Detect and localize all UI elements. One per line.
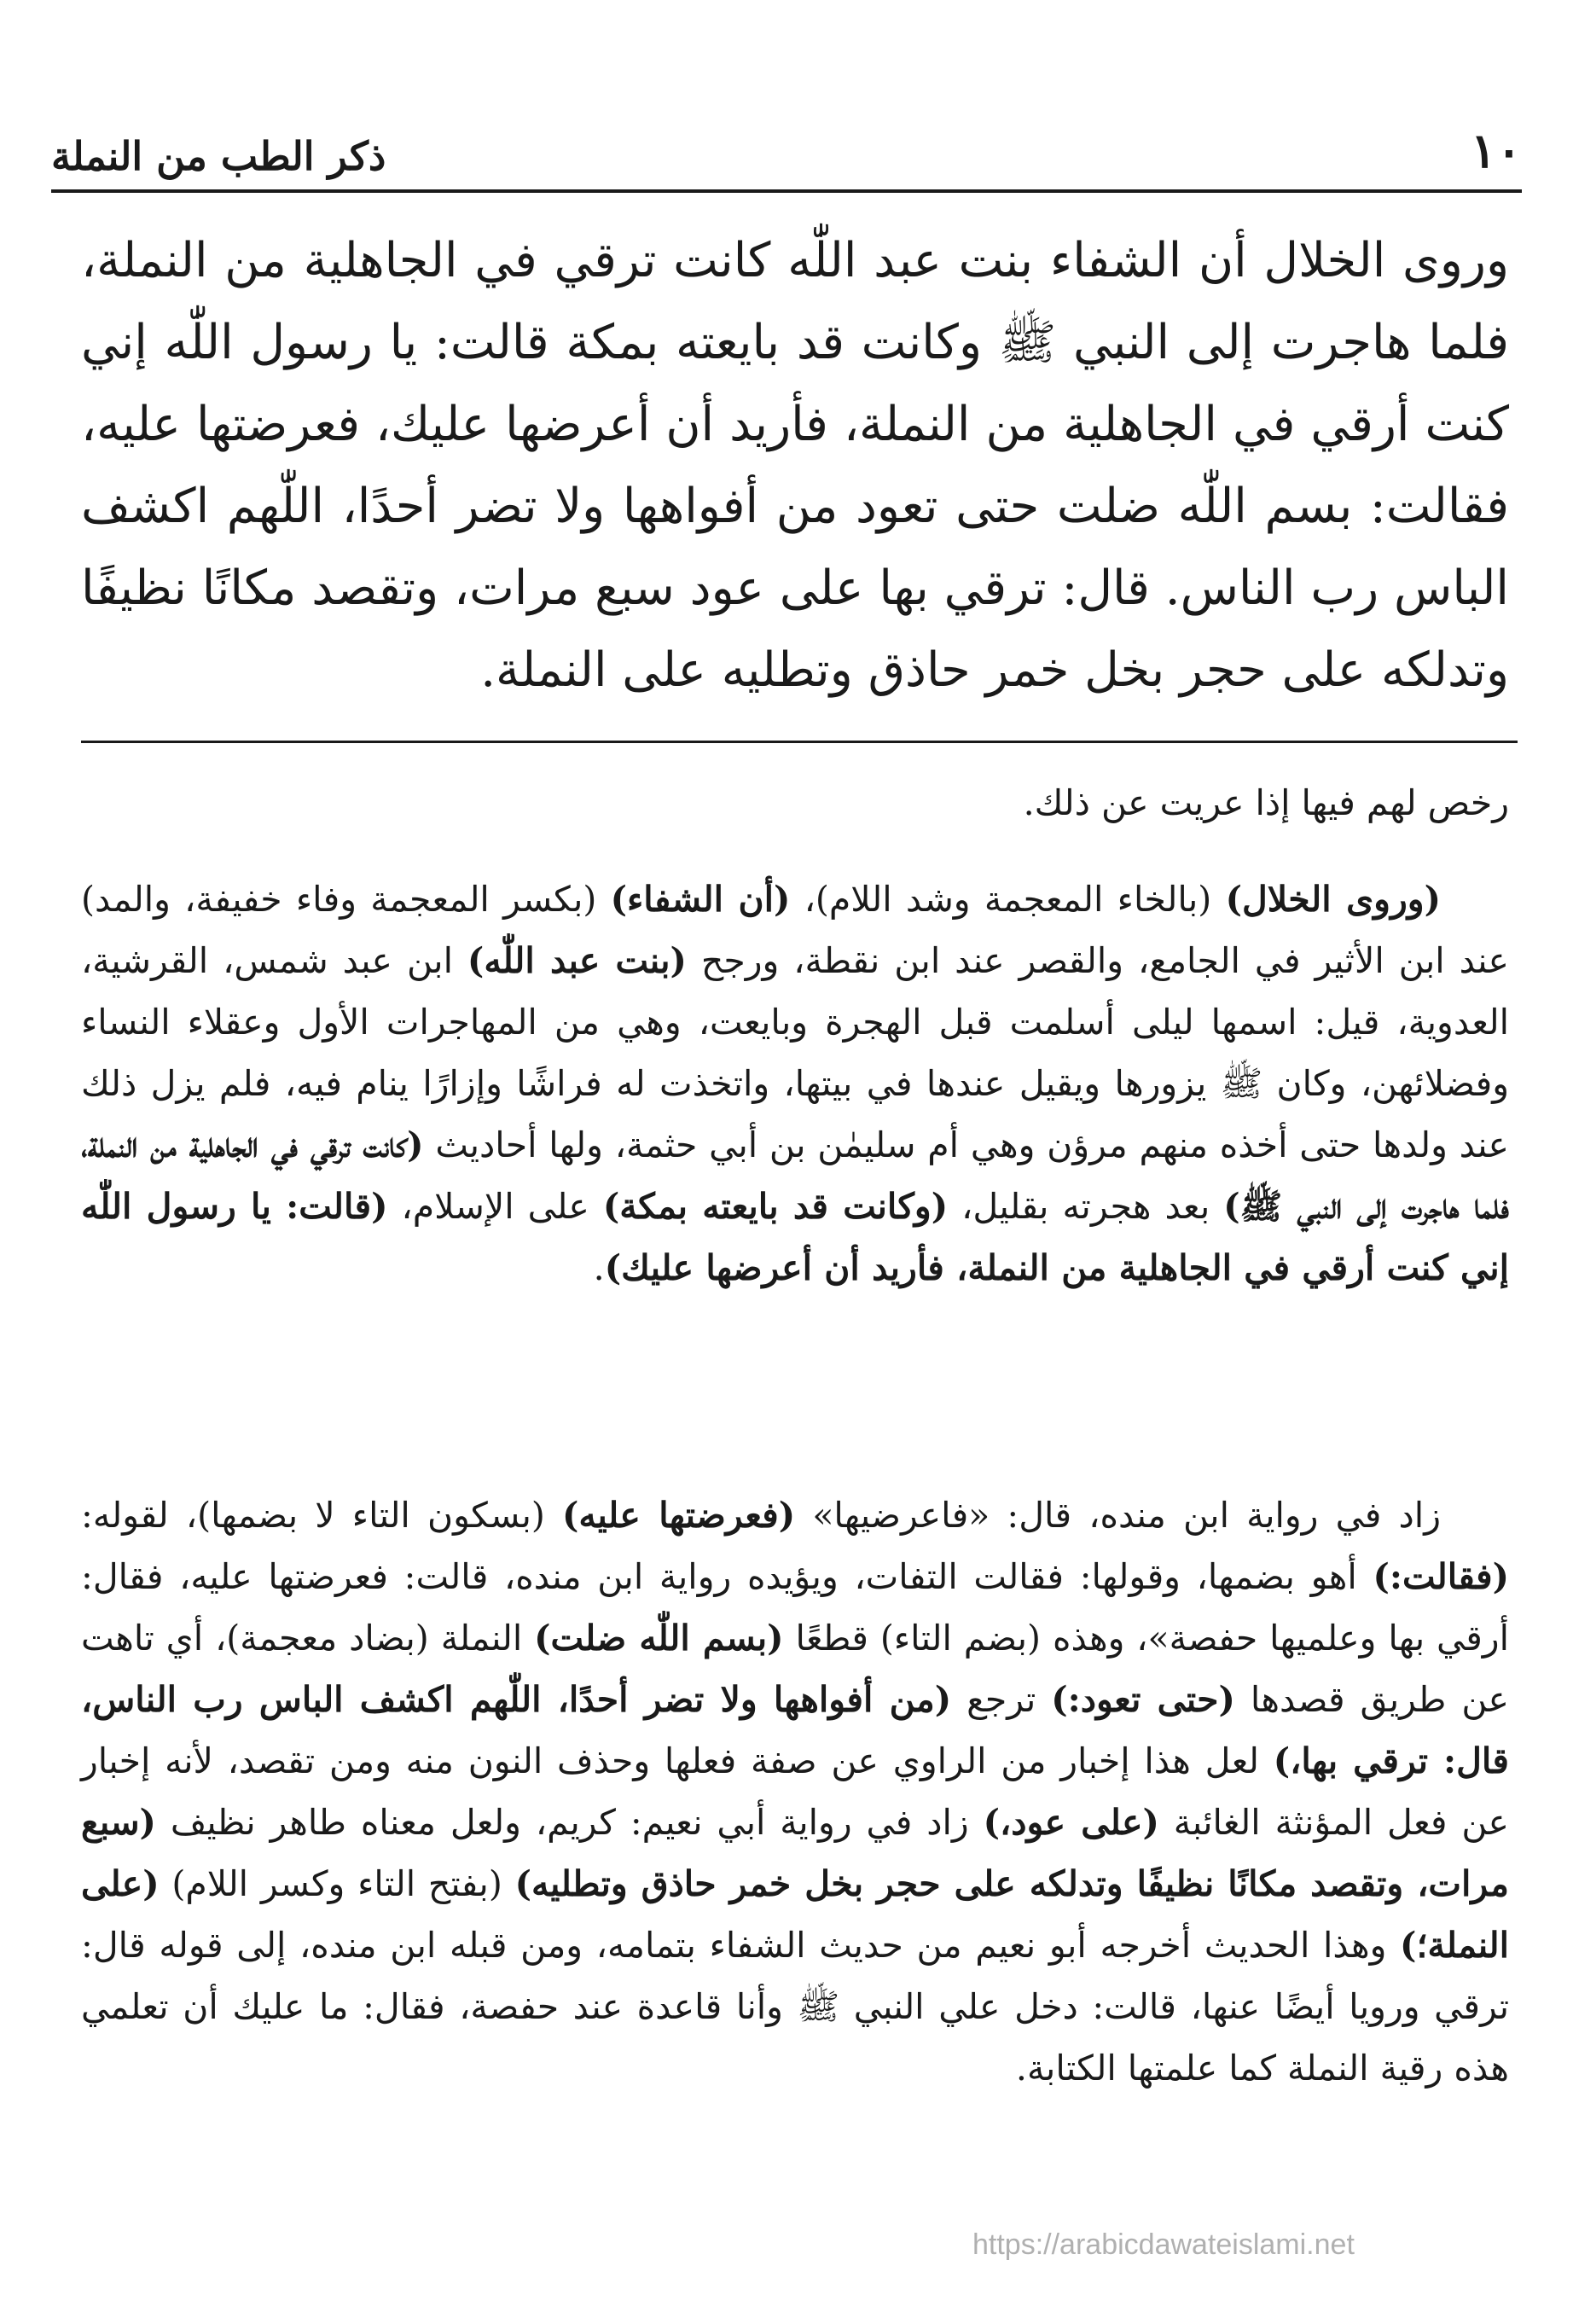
- commentary-text: على الإسلام،: [387, 1186, 603, 1227]
- commentary-continuation: [81, 772, 1509, 834]
- commentary-block-2: [81, 869, 1509, 1299]
- running-title: ذكر الطب من النملة: [51, 133, 386, 179]
- commentary-text: .: [593, 1247, 605, 1288]
- quoted-matn-text: (حتى تعود:): [1051, 1679, 1235, 1720]
- commentary-paragraph-2: [81, 869, 1509, 1299]
- quoted-matn-text: (من أفواهها ولا تضر أحدًا، اللّٰهم اكشف الباس رب الناس، قال: ترقي بها،): [81, 1679, 1509, 1781]
- quoted-matn-text: (بسم اللّٰه ضلت): [534, 1618, 784, 1659]
- commentary-paragraph-1: رخص لهم فيها إذا عريت عن ذلك.: [1023, 782, 1509, 823]
- quoted-matn-text: (فعرضتها عليه): [562, 1495, 796, 1536]
- commentary-text: وهذا الحديث أخرجه أبو نعيم من حديث الشفاء بتمامه، ومن قبله ابن منده، إلى قوله قال: ترقي ورويا أيضًا عنها، قالت: دخل علي النبي ﷺ وأنا قاعدة عند حفصة، فقال: ما عليك أن تعلمي هذه رقية النملة كما علمتها الكتابة.: [81, 1925, 1509, 2089]
- quoted-matn-text: (وروى الخلال): [1225, 879, 1441, 920]
- commentary-text: زاد في رواية ابن منده، قال: «فاعرضيها»: [795, 1495, 1441, 1536]
- commentary-text: لعل هذا إخبار من الراوي عن صفة فعلها وحذف النون منه ومن تقصد، لأنه إخبار عن فعل المؤنثة الغائبة: [81, 1740, 1510, 1843]
- commentary-text: (بسكون التاء لا بضمها)، لقوله:: [81, 1495, 563, 1536]
- commentary-text: (بالخاء المعجمة وشد اللام)،: [790, 879, 1226, 920]
- commentary-text: (بكسر المعجمة وفاء خفيفة، والمد) عند ابن الأثير في الجامع، والقصر عند ابن نقطة، ورجح: [81, 879, 1510, 981]
- main-hadith-text: وروى الخلال أن الشفاء بنت عبد اللّٰه كانت ترقي في الجاهلية من النملة، فلما هاجرت إلى النبي ﷺ وكانت قد بايعته بمكة قالت: يا رسول اللّٰه إني كنت أرقي في الجاهلية من النملة، فأريد أن أعرضها عليك، فعرضتها عليه، فقالت: بسم اللّٰه ضلت حتى تعود من أفواهها ولا تضر أحدًا، اللّٰهم اكشف الباس رب الناس. قال: ترقي بها على عود سبع مرات، وتقصد مكانًا نظيفًا وتدلكه على حجر بخل خمر حاذق وتطليه على النملة.: [81, 233, 1509, 698]
- commentary-text: ترجع: [951, 1679, 1052, 1720]
- header-rule: [51, 189, 1522, 193]
- page-number: ١٠: [1470, 123, 1522, 179]
- watermark-url: https://arabicdawateislami.net: [972, 2228, 1355, 2261]
- page-header: [51, 111, 1522, 179]
- commentary-text: (بفتح التاء وكسر اللام): [159, 1863, 515, 1904]
- quoted-matn-text: (بنت عبد اللّٰه): [467, 940, 687, 981]
- commentary-paragraph-3: [81, 1484, 1509, 2099]
- commentary-text: أهو بضمها، وقولها: فقالت التفات، ويؤيده رواية ابن منده، قالت: فعرضتها عليه، فقال: أرقي بها وعلميها حفصة»، وهذه (بضم التاء) قطعًا: [81, 1556, 1509, 1659]
- quoted-matn-text: (كانت ترقي في الجاهلية من النملة، فلما هاجرت إلى النبي ﷺ): [81, 1124, 1509, 1227]
- quoted-matn-text: (على النملة؛): [81, 1863, 1509, 1966]
- quoted-matn-text: (أن الشفاء): [610, 879, 791, 920]
- quoted-matn-text: (على عود،): [983, 1802, 1159, 1843]
- commentary-block-3: [81, 1484, 1509, 2099]
- commentary-text: ابن عبد شمس، القرشية، العدوية، قيل: اسمها ليلى أسلمت قبل الهجرة وبايعت، وهي من المهاجرات الأول وعقلاء النساء وفضلائهن، وكان ﷺ يزورها ويقيل عندها في بيتها، واتخذت له فراشًا وإزارًا ينام فيه، فلم يزل ذلك عند ولدها حتى أخذه منهم مرؤن وهي أم سليمٰن بن أبي حثمة، ولها أحاديث: [81, 940, 1510, 1165]
- quoted-matn-text: (قالت: يا رسول اللّٰه إني كنت أرقي في الجاهلية من النملة، فأريد أن أعرضها عليك): [81, 1186, 1509, 1288]
- commentary-text: النملة (بضاد معجمة)، أي تاهت عن طريق قصدها: [81, 1618, 1510, 1720]
- commentary-text: بعد هجرته بقليل،: [948, 1186, 1224, 1227]
- section-divider: [81, 741, 1518, 743]
- quoted-matn-text: (سبع مرات، وتقصد مكانًا نظيفًا وتدلكه على حجر بخل خمر حاذق وتطليه): [81, 1802, 1509, 1904]
- quoted-matn-text: (وكانت قد بايعته بمكة): [602, 1186, 949, 1227]
- quoted-matn-text: (فقالت:): [1373, 1556, 1509, 1597]
- commentary-text: زاد في رواية أبي نعيم: كريم، ولعل معناه طاهر نظيف: [155, 1802, 984, 1843]
